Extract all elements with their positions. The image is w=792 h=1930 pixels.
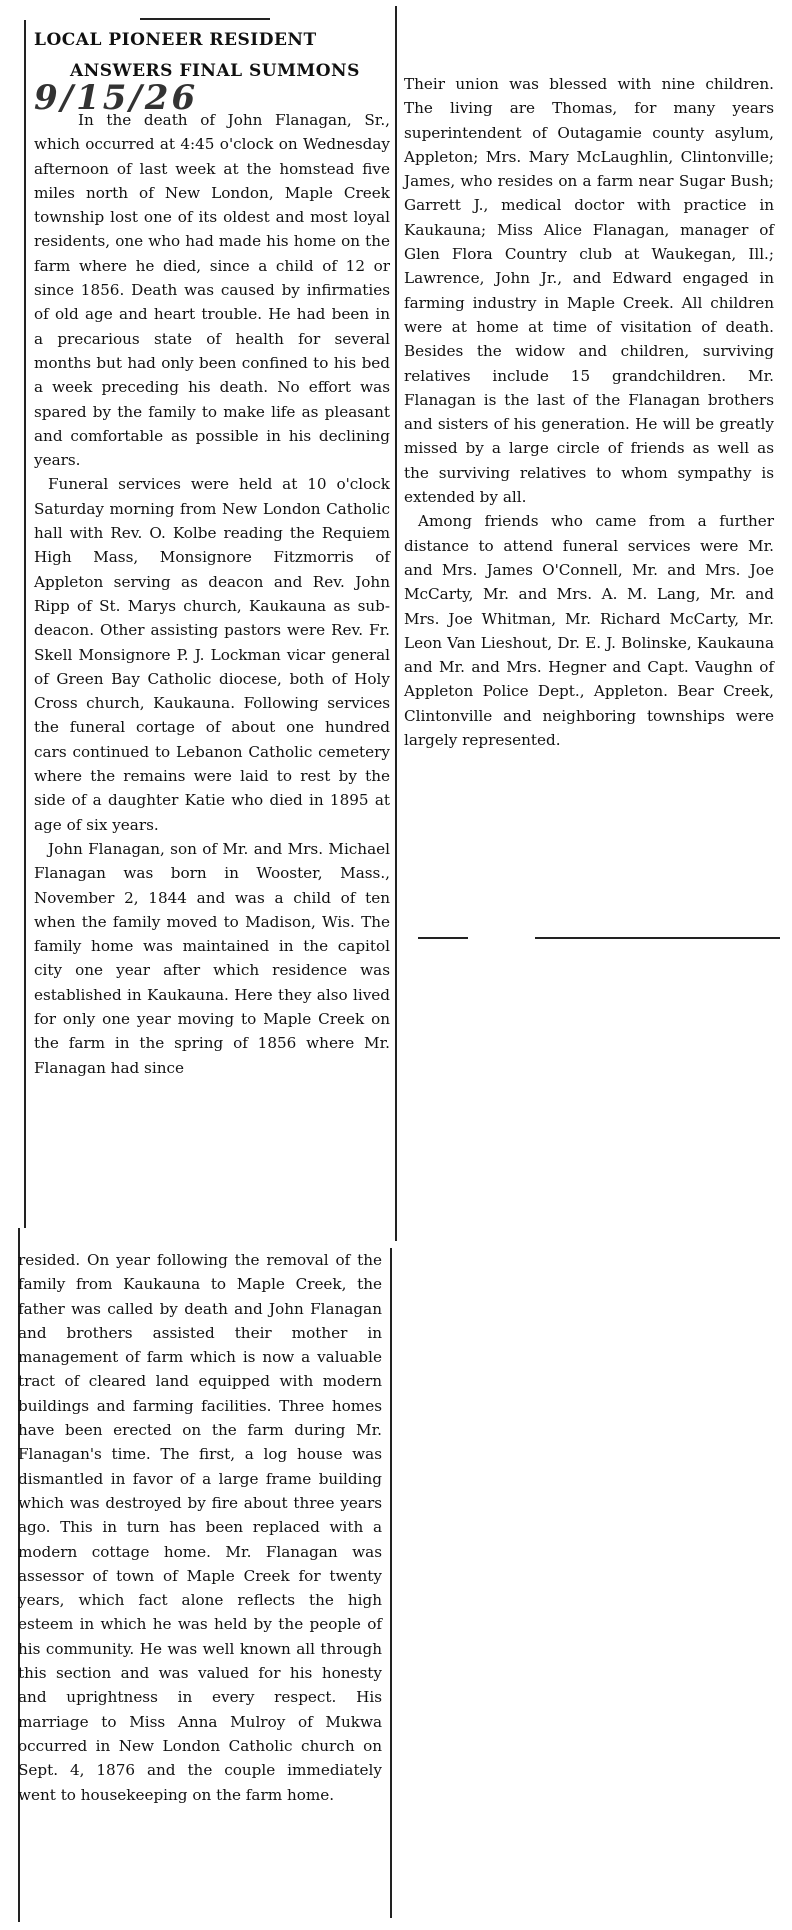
paragraph-attendees: Among friends who came from a further distance to attend funeral services were Mr. and Mrs. James O'Connell, Mr. and Mrs. Joe McCarty, Mr. and Mrs. A. M. Lang, Mr. and Mrs. Joe Whitman, Mr. Richard McCarty, Mr. Leon Van Lieshout, Dr. E. J. Bolinske, Kaukauna and Mr. and Mrs. Hegner and Capt. Vaughn of Appleton Police Dept., Appleton. Bear Creek, Clintonville and neighboring townships were largely represented.	[404, 512, 774, 750]
paragraph-death-notice: In the death of John Flanagan, Sr., which occurred at 4:45 o'clock on Wednesday afternoon of last week at the homstead five miles north of New London, Maple Creek township lost one of its oldest and most loyal residents, one who had made his home on the farm where he died, since a child of 12 or since 1856. Death was caused by infirmaties of old age and heart trouble. He had been in a precarious state of health for several months but had only been confined to his bed a week preceding his death. No effort was spared by the family to make life as pleasant and comfortable as possible in his declining years.	[34, 111, 390, 470]
article-column-1-continued	[18, 1248, 382, 1807]
clipping-border-right	[390, 1248, 392, 1918]
article-column-1	[34, 108, 390, 1080]
article-column-2	[404, 72, 774, 752]
column2-end-rule-short	[418, 937, 468, 939]
paragraph-biography-continued: resided. On year following the removal of the family from Kaukauna to Maple Creek, the father was called by death and John Flanagan and brothers assisted their mother in management of farm which is now a valuable tract of cleared land equipped with modern buildings and farming facilities. Three homes have been erected on the farm during Mr. Flanagan's time. The first, a log house was dismantled in favor of a large frame building which was destroyed by fire about three years ago. This in turn has been replaced with a modern cottage home. Mr. Flanagan was assessor of town of Maple Creek for twenty years, which fact alone reflects the high esteem in which he was held by the people of his community. He was well known all through this section and was valued for his honesty and uprightness in every respect. His marriage to Miss Anna Mulroy of Mukwa occurred in New London Catholic church on Sept. 4, 1876 and the couple immediately went to housekeeping on the farm home.	[18, 1251, 382, 1804]
top-rule	[140, 18, 270, 20]
left-border-upper	[24, 20, 26, 1228]
headline-line1: LOCAL PIONEER RESIDENT	[34, 30, 317, 50]
headline-line2: ANSWERS FINAL SUMMONS	[70, 61, 360, 81]
paragraph-family: Their union was blessed with nine children. The living are Thomas, for many years superintendent of Outagamie county asylum, Appleton; Mrs. Mary McLaughlin, Clintonville; James, who resides on a farm near Sugar Bush; Garrett J., medical doctor with practice in Kaukauna; Miss Alice Flanagan, manager of Glen Flora Country club at Waukegan, Ill.; Lawrence, John Jr., and Edward engaged in farming industry in Maple Creek. All children were at home at time of visitation of death. Besides the widow and children, surviving relatives include 15 grandchildren. Mr. Flanagan is the last of the Flanagan brothers and sisters of his generation. He will be greatly missed by a large circle of friends as well as the surviving relatives to whom sympathy is extended by all.	[404, 75, 774, 507]
paragraph-biography: John Flanagan, son of Mr. and Mrs. Michael Flanagan was born in Wooster, Mass., November 2, 1844 and was a child of ten when the family moved to Madison, Wis. The family home was maintained in the capitol city one year after which residence was established in Kaukauna. Here they also lived for only one year moving to Maple Creek on the farm in the spring of 1856 where Mr. Flanagan had since	[34, 839, 390, 1077]
column2-end-rule	[535, 937, 780, 939]
paragraph-funeral: Funeral services were held at 10 o'clock Saturday morning from New London Catholic hall with Rev. O. Kolbe reading the Requiem High Mass, Monsignore Fitzmorris of Appleton serving as deacon and Rev. John Ripp of St. Marys church, Kaukauna as sub-deacon. Other assisting pastors were Rev. Fr. Skell Monsignore P. J. Lockman vicar general of Green Bay Catholic diocese, both of Holy Cross church, Kaukauna. Following services the funeral cortage of about one hundred cars continued to Lebanon Catholic cemetery where the remains were laid to rest by the side of a daughter Katie who died in 1895 at age of six years.	[34, 475, 390, 834]
column-divider	[395, 6, 397, 1241]
handwritten-date: 9/15/26	[34, 78, 199, 118]
